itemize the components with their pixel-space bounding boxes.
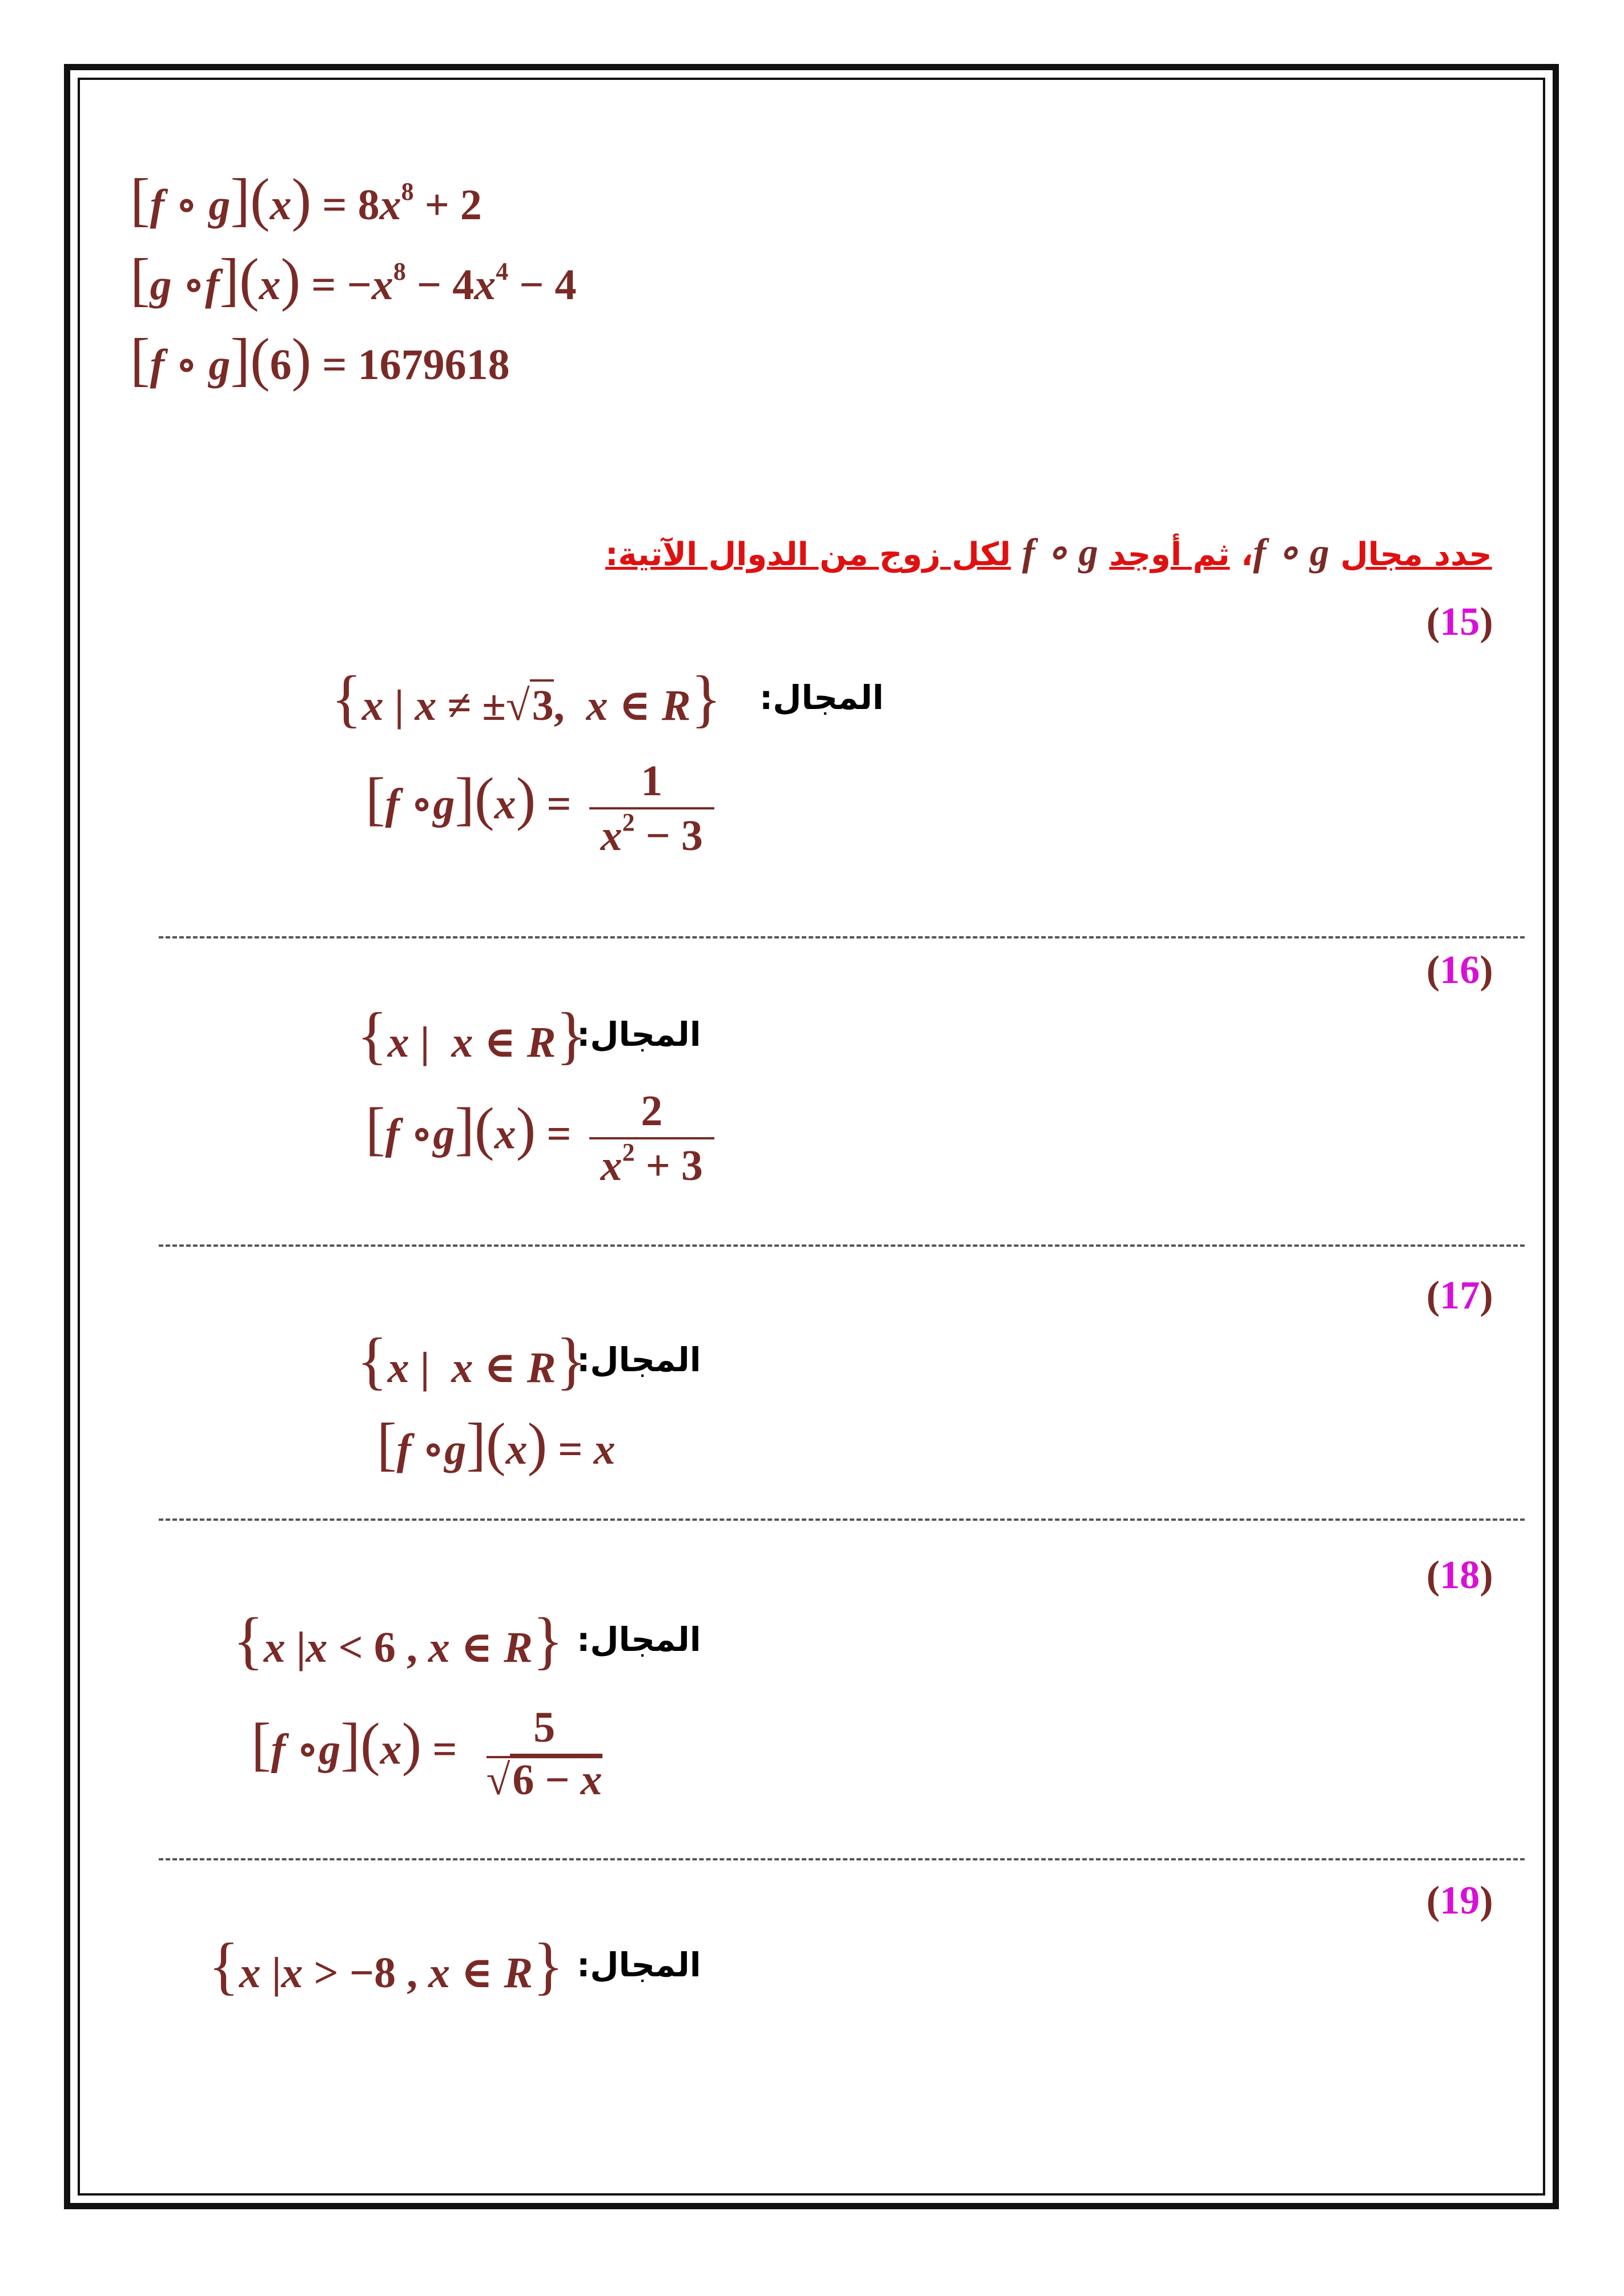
domain-19: {x |x > −8 , x ∈ R} (208, 1931, 564, 2001)
domain-label-19: المجال: (577, 1945, 701, 1984)
result-gof: [g ∘f](x) = $-x^8 - 4x^4 - 4$ (130, 247, 577, 312)
fog-16: [f ∘g](x) = $\frac{2}{x^2 + 3}$ (365, 1089, 714, 1187)
instruction-heading: حدد مجال f ∘ g، ثم أوجد f ∘ g لكل زوج من الدوال الآتية: (605, 530, 1492, 574)
problem-number-15: (15) (1426, 600, 1493, 644)
result-fog: [f ∘ $g](x) = 8x^8 + 2$ (130, 167, 482, 232)
domain-17: {x | x ∈ R} (357, 1326, 587, 1396)
fog-18: [f ∘g](x) = 5 √6 − x (251, 1703, 602, 1804)
separator-line (159, 1244, 1525, 1247)
result-fog-at-6: [f ∘ g](6) = 1679618 (130, 327, 510, 392)
separator-line (159, 936, 1525, 938)
problem-number-16: (16) (1426, 948, 1493, 992)
domain-18: {x |x < 6 , x ∈ R} (233, 1605, 564, 1676)
problem-number-18: (18) (1426, 1553, 1493, 1597)
domain-label-17: المجال: (577, 1340, 701, 1379)
domain-label-16: المجال: (577, 1015, 701, 1054)
separator-line (159, 1858, 1525, 1860)
problem-number-17: (17) (1426, 1274, 1493, 1318)
fog-17: [f ∘g](x) = x (377, 1411, 616, 1477)
domain-label-15: المجال: (759, 678, 884, 717)
page-border-inner (78, 78, 1545, 2196)
domain-15: {x | x ≠ ±√3, x ∈ R} (331, 663, 722, 734)
separator-line (159, 1518, 1525, 1521)
fog-15: [f ∘g](x) = $\frac{1}{x^2 - 3}$ (365, 759, 714, 857)
problem-number-19: (19) (1426, 1879, 1493, 1923)
domain-16: {x | x ∈ R} (357, 1000, 587, 1071)
domain-label-18: المجال: (577, 1620, 701, 1659)
